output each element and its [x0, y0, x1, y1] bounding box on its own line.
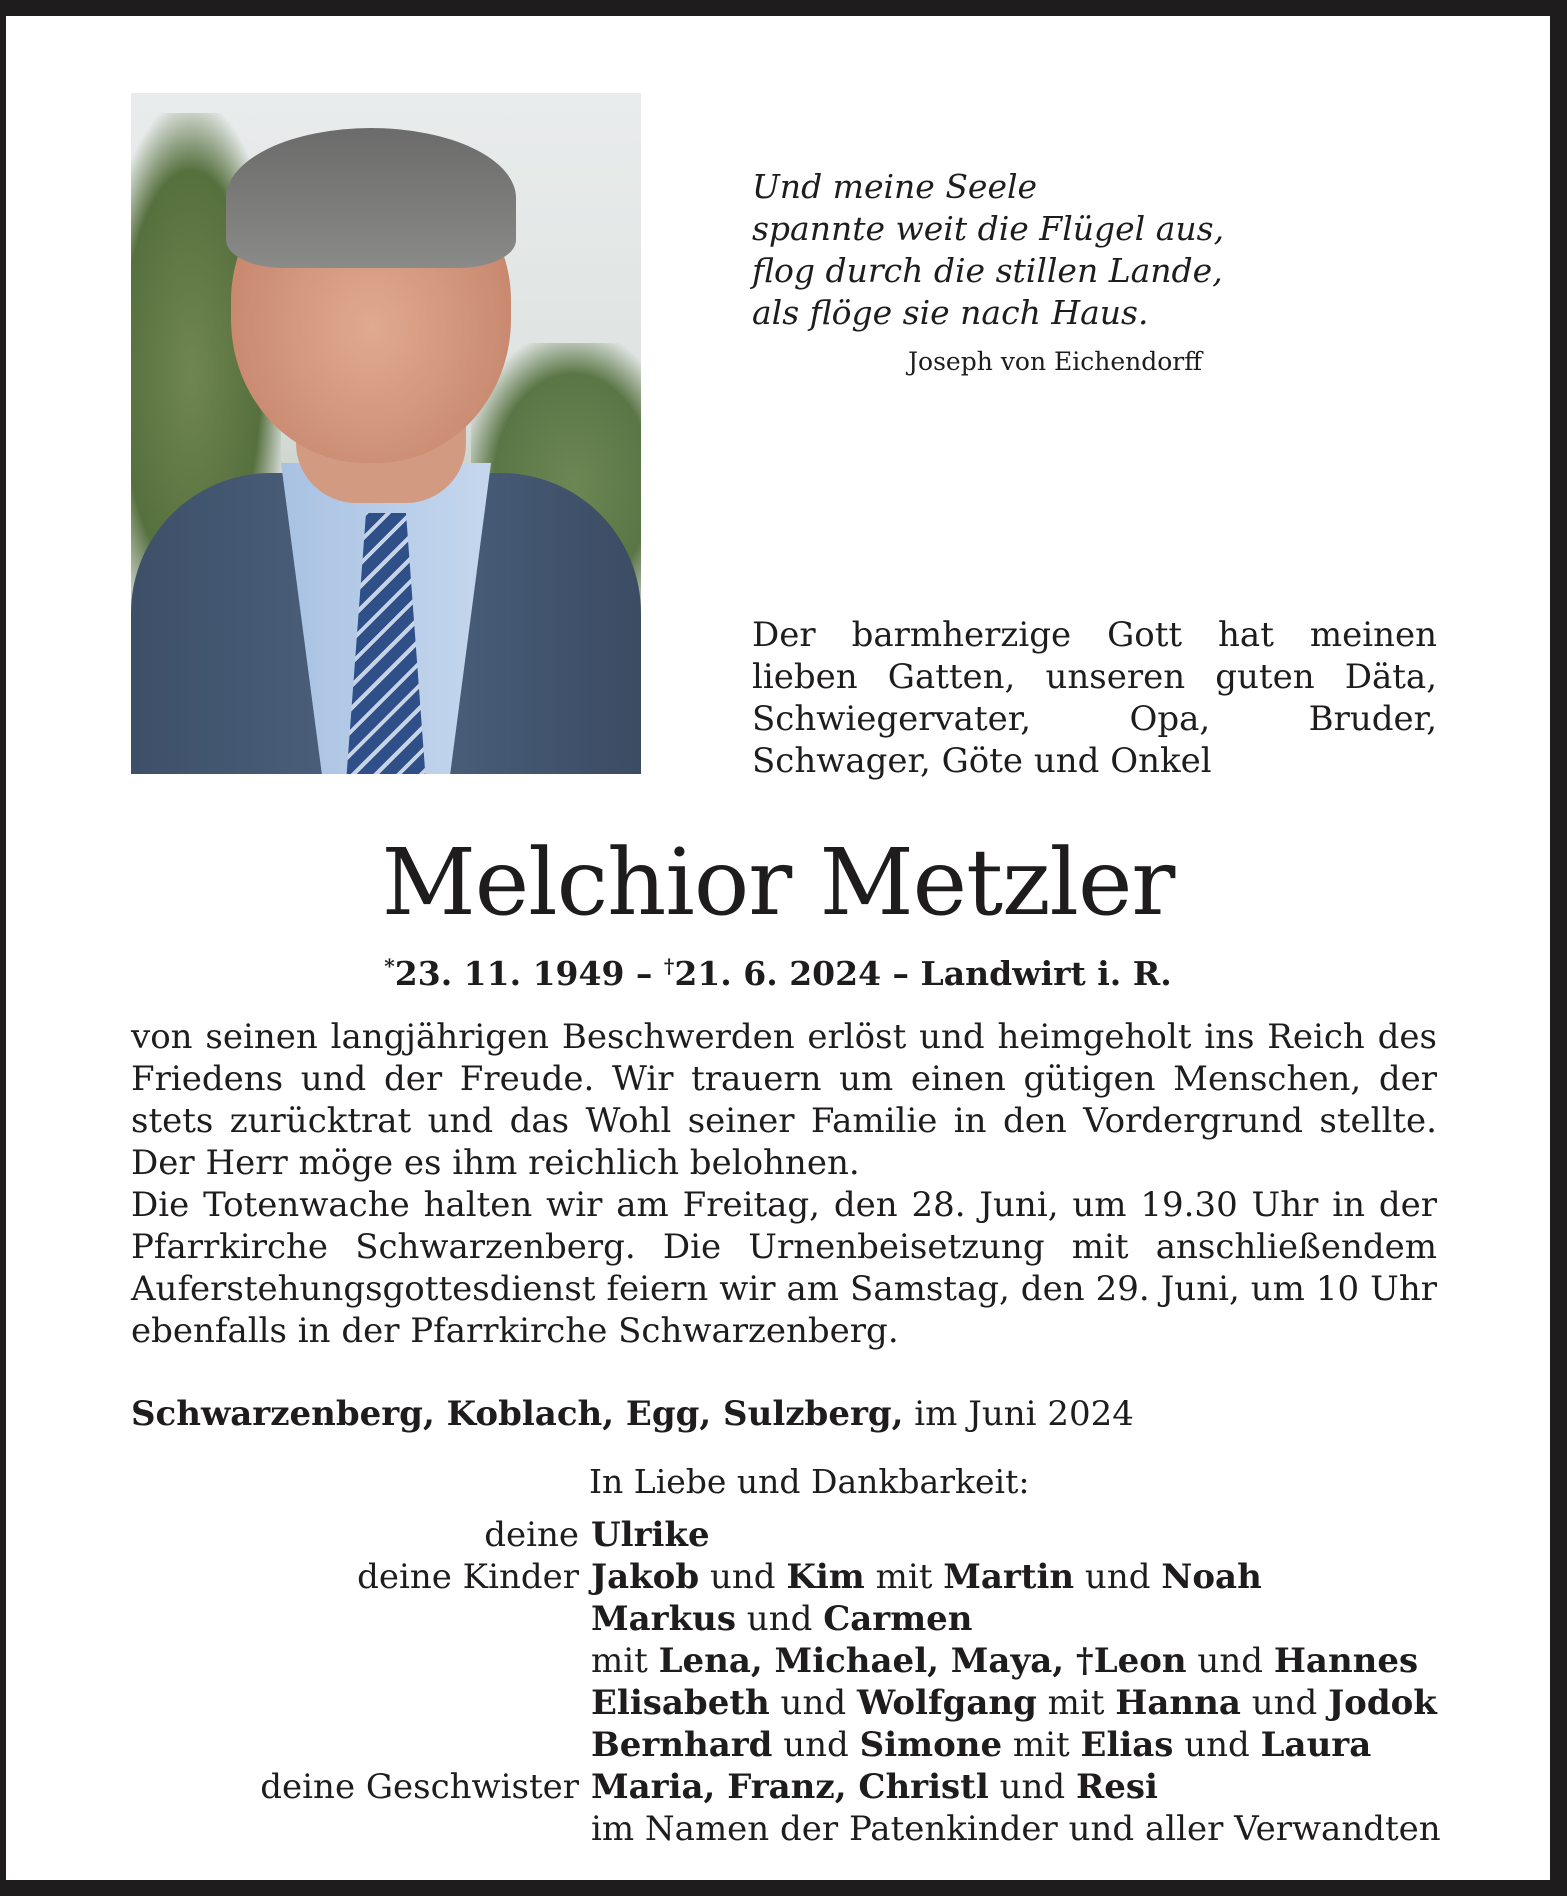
- connector: und: [1173, 1725, 1261, 1765]
- name: Jodok: [1328, 1683, 1437, 1723]
- towns: Schwarzenberg, Koblach, Egg, Sulzberg,: [131, 1394, 904, 1434]
- name: Wolfgang: [856, 1683, 1037, 1723]
- birth-symbol: *: [384, 954, 395, 978]
- name: Ulrike: [591, 1515, 710, 1555]
- connector: und: [772, 1725, 860, 1765]
- name: Elias: [1080, 1725, 1174, 1765]
- name: Hanna: [1115, 1683, 1241, 1723]
- relation-label: [6, 1682, 591, 1724]
- family-names: [591, 1640, 1418, 1682]
- relation-label: [6, 1724, 591, 1766]
- family-row: [6, 1556, 1441, 1598]
- connector: mit: [1036, 1683, 1116, 1723]
- name: Maria, Franz, Christl: [591, 1767, 989, 1807]
- name: Resi: [1075, 1767, 1158, 1807]
- family-row: [6, 1640, 1441, 1682]
- family-row: [6, 1766, 1441, 1808]
- body-paragraph: von seinen langjährigen Beschwerden erlöst und heimgeholt ins Reich des Friedens und der Freude. Wir trauern um einen gütigen Menschen, der stets zurücktrat und das Wohl seiner Familie in den Vordergrund stellte. Der Herr möge es ihm reichlich belohnen.: [131, 1017, 1437, 1183]
- family-names: [591, 1514, 710, 1556]
- family-names: [591, 1808, 1441, 1850]
- relation-label: deine: [484, 1515, 579, 1555]
- family-row: [6, 1598, 1441, 1640]
- connector: und: [1240, 1683, 1329, 1723]
- quote-author: Joseph von Eichendorff: [908, 347, 1202, 376]
- date: im Juni 2024: [903, 1394, 1134, 1434]
- relation-label: [6, 1808, 591, 1850]
- portrait-photo: [131, 93, 641, 774]
- intro-text: Der barmherzige Gott hat meinen lieben Gatten, unseren guten Däta, Schwiegervater, Opa, Bruder, Schwager, Göte und Onkel: [752, 615, 1437, 781]
- relation-label: [6, 1640, 591, 1682]
- name: Laura: [1260, 1725, 1372, 1765]
- family-names: [591, 1556, 1262, 1598]
- connector: mit: [591, 1641, 659, 1681]
- family-names: [591, 1724, 1371, 1766]
- relation-label: [6, 1598, 591, 1640]
- separator: –: [624, 954, 664, 993]
- name: Martin: [943, 1557, 1075, 1597]
- connector: und: [988, 1767, 1076, 1807]
- death-symbol: †: [663, 954, 675, 978]
- separator: –: [881, 954, 921, 993]
- name: Noah: [1161, 1557, 1262, 1597]
- connector: mit: [864, 1557, 944, 1597]
- deceased-name: Melchior Metzler: [381, 829, 1175, 936]
- family-names: [591, 1598, 973, 1640]
- life-dates: [6, 954, 1550, 993]
- name: Simone: [859, 1725, 1003, 1765]
- relation-label: deine Kinder: [357, 1557, 579, 1597]
- relation-label: deine Geschwister: [260, 1767, 579, 1807]
- family-names: [591, 1682, 1437, 1724]
- thanks-line: In Liebe und Dankbarkeit:: [589, 1462, 1030, 1501]
- poem-quote: [752, 166, 1272, 334]
- quote-line: flog durch die stillen Lande,: [752, 251, 1223, 290]
- connector: und: [769, 1683, 857, 1723]
- family-row: [6, 1808, 1441, 1850]
- name: Markus: [591, 1599, 736, 1639]
- name: Bernhard: [591, 1725, 773, 1765]
- connector: mit: [1002, 1725, 1081, 1765]
- quote-line: spannte weit die Flügel aus,: [752, 209, 1225, 248]
- body-paragraph: Die Totenwache halten wir am Freitag, den 28. Juni, um 19.30 Uhr in der Pfarrkirche Schwarzenberg. Die Urnenbeisetzung mit anschließendem Auferstehungsgottesdienst feiern wir am Samstag, den 29. Juni, um 10 Uhr ebenfalls in der Pfarrkirche Schwarzenberg.: [131, 1185, 1437, 1351]
- obituary-page: [6, 16, 1550, 1880]
- family-names: [591, 1766, 1158, 1808]
- body-text: [131, 1016, 1437, 1352]
- family-list: [6, 1514, 1441, 1850]
- name: Lena, Michael, Maya, †Leon: [658, 1641, 1187, 1681]
- connector: und: [1186, 1641, 1274, 1681]
- family-row: [6, 1682, 1441, 1724]
- family-row: [6, 1514, 1441, 1556]
- name: Jakob: [591, 1557, 700, 1597]
- connector: und: [699, 1557, 787, 1597]
- family-row: [6, 1724, 1441, 1766]
- name: Kim: [786, 1557, 865, 1597]
- connector: im Namen der Patenkinder und aller Verwandten: [591, 1809, 1441, 1849]
- place-date: [131, 1394, 1134, 1434]
- birth-date: 23. 11. 1949: [394, 954, 625, 993]
- death-date: 21. 6. 2024: [674, 954, 882, 993]
- connector: und: [1074, 1557, 1162, 1597]
- name: Hannes: [1273, 1641, 1419, 1681]
- name: Elisabeth: [591, 1683, 770, 1723]
- quote-line: Und meine Seele: [752, 167, 1038, 206]
- occupation: Landwirt i. R.: [920, 954, 1172, 993]
- connector: und: [736, 1599, 824, 1639]
- name: Carmen: [823, 1599, 973, 1639]
- quote-line: als flöge sie nach Haus.: [752, 293, 1149, 332]
